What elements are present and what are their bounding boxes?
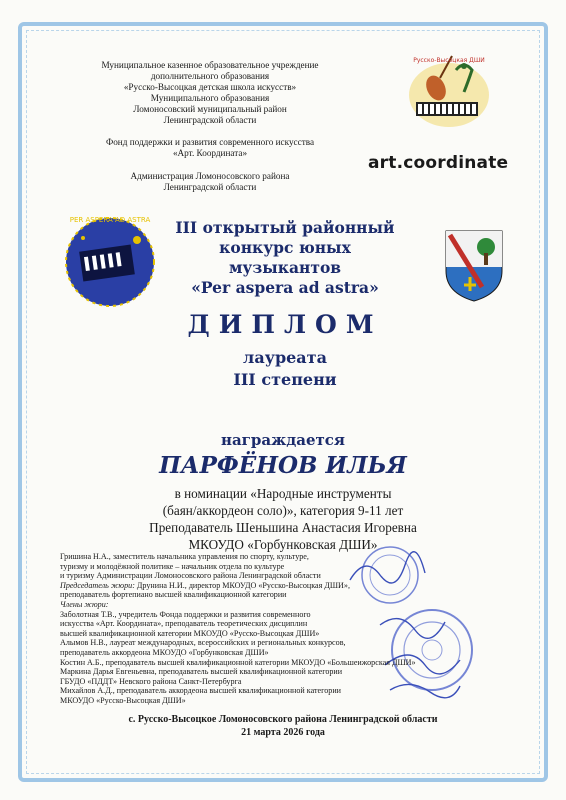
jury-members-label: Члены жюри: bbox=[60, 599, 109, 609]
awarded-label: награждается bbox=[220, 431, 345, 449]
nomination-line: (баян/аккордеон соло)», категория 9-11 лет bbox=[162, 503, 404, 518]
org-line: Ленинградской области bbox=[163, 115, 257, 125]
contest-logo-text: PER ASPERA AD ASTRA bbox=[69, 216, 151, 224]
nomination-line: Преподаватель Шеньшина Анастасия Игоревна bbox=[149, 520, 417, 535]
awardee-name: ПАРФЁНОВ ИЛЬЯ bbox=[159, 452, 407, 479]
jury-line: и туризму Администрации Ломоносовского района Ленинградской области bbox=[60, 571, 321, 581]
art-coordinate-logo: art.coordinate bbox=[368, 153, 509, 173]
contest-title-line: «Per aspera ad astra» bbox=[191, 278, 379, 297]
jury-line: Михайлов А.Д., преподаватель аккордеона высшей квалификационной категории bbox=[60, 686, 341, 696]
jury-line: ГБУДО «ПДДТ» Невского района Санкт-Петербурга bbox=[60, 676, 242, 686]
diploma-heading: ДИПЛОМ bbox=[187, 310, 383, 339]
contest-title-line: III открытый районный bbox=[175, 218, 395, 237]
org-line: Фонд поддержки и развития современного искусства bbox=[105, 137, 315, 147]
jury-line: Маркина Дарья Евгеньевна, преподаватель высшей квалификационной категории bbox=[60, 667, 343, 677]
org-line: Муниципальное казенное образовательное учреждение bbox=[101, 60, 319, 70]
footer-place: с. Русско-Высоцкое Ломоносовского района Ленинградской области bbox=[128, 714, 438, 725]
laureate-line: лауреата bbox=[243, 348, 327, 367]
org-line: дополнительного образования bbox=[150, 71, 270, 81]
jury-line: высшей квалификационной категории МКОУДО «Русско-Высоцкая ДШИ» bbox=[60, 628, 320, 638]
jury-chair-label: Председатель жюри: bbox=[60, 580, 135, 590]
organizer-school bbox=[60, 60, 360, 126]
org-line: Ломоносовский муниципальный район bbox=[133, 104, 287, 114]
nomination-line: МКОУДО «Горбунковская ДШИ» bbox=[188, 537, 378, 552]
jury-line: искусства «Арт. Координата», преподаватель теоретических дисциплин bbox=[60, 619, 308, 629]
jury-list bbox=[60, 552, 480, 706]
org-line: «Арт. Координата» bbox=[172, 148, 248, 158]
jury-line: Заболотная Т.В., учредитель Фонда поддержки и развития современного bbox=[60, 609, 311, 619]
contest-title-line: музыкантов bbox=[228, 258, 342, 277]
org-line: Муниципального образования bbox=[150, 93, 270, 103]
school-logo-text: Русско-Высоцкая ДШИ bbox=[413, 57, 485, 64]
school-logo-icon bbox=[404, 50, 494, 130]
footer bbox=[60, 713, 506, 739]
laureate-line: III степени bbox=[233, 370, 337, 389]
jury-line: преподаватель аккордеона МКОУДО «Горбунковская ДШИ» bbox=[60, 647, 269, 657]
org-line: «Русско-Высоцкая детская школа искусств» bbox=[123, 82, 297, 92]
jury-line: МКОУДО «Русско-Высоцкая ДШИ» bbox=[60, 695, 186, 705]
nomination-line: в номинации «Народные инструменты bbox=[174, 486, 392, 501]
jury-line: Алымов Н.В., лауреат международных, всероссийских и региональных конкурсов, bbox=[60, 638, 346, 648]
footer-date: 21 марта 2026 года bbox=[241, 727, 325, 738]
contest-title-line: конкурс юных bbox=[219, 238, 351, 257]
laureate-degree bbox=[160, 347, 410, 391]
jury-chair bbox=[60, 581, 480, 591]
organizer-administration bbox=[60, 171, 360, 193]
jury-line: Костин А.Б., преподаватель высшей квалификационной категории МКОУДО «Большеижорская ДШИ» bbox=[60, 657, 416, 667]
org-line: Ленинградской области bbox=[163, 182, 257, 192]
jury-line: туризму и молодёжной политике – начальник отдела по культуре bbox=[60, 561, 285, 571]
jury-line: преподаватель фортепиано высшей квалификационной категории bbox=[60, 590, 287, 600]
contest-title bbox=[160, 218, 410, 298]
jury-chair-text: Друнина Н.И., директор МКОУДО «Русско-Высоцкая ДШИ», bbox=[134, 580, 350, 590]
jury-line: Гришина Н.А., заместитель начальника управления по спорту, культуре, bbox=[60, 552, 309, 561]
coat-of-arms-icon bbox=[442, 227, 506, 303]
contest-logo-icon bbox=[55, 210, 165, 310]
organizer-fund bbox=[60, 137, 360, 159]
org-line: Администрация Ломоносовского района bbox=[130, 171, 290, 181]
